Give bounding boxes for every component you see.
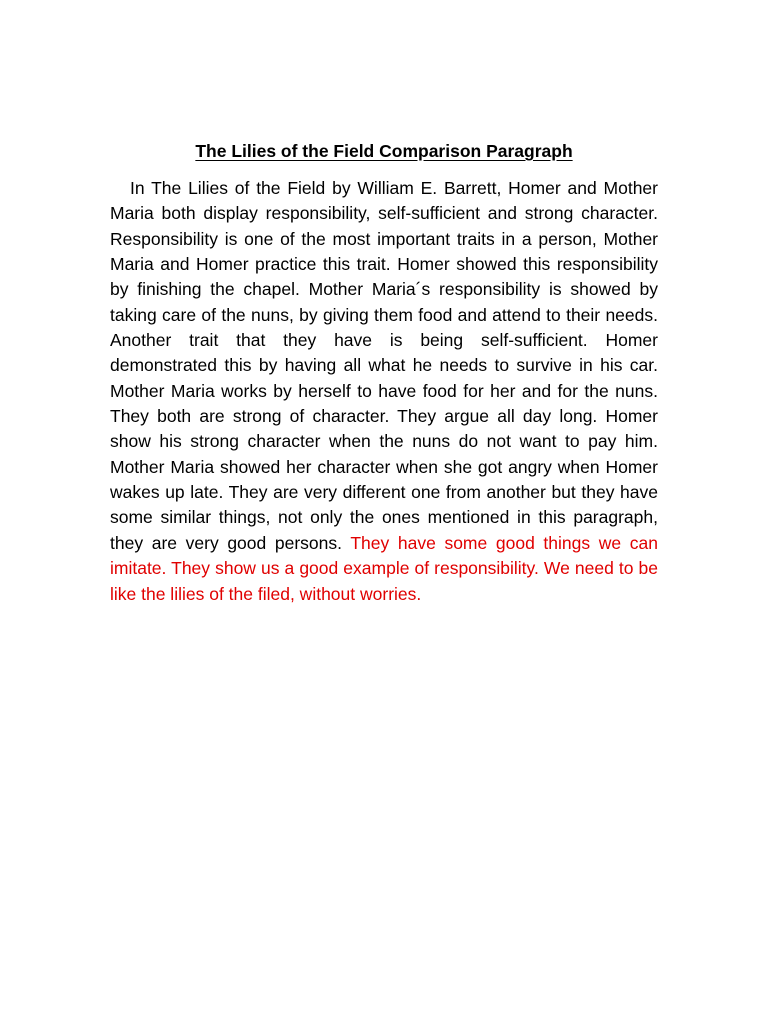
document-title: The Lilies of the Field Comparison Paragraph [195, 141, 573, 161]
paragraph-main-text: In The Lilies of the Field by William E. Barrett, Homer and Mother Maria both display responsibility, self-sufficient and strong character. Responsibility is one of the most important traits in a person, Mother Maria and Homer practice this trait. Homer showed this responsibility by finishing the chapel. Mother Maria´s responsibility is showed by taking care of the nuns, by giving them food and attend to their needs. Another trait that they have is being self-sufficient. Homer demonstrated this by having all what he needs to survive in his car. Mother Maria works by herself to have food for her and for the nuns. They both are strong of character. They argue all day long. Homer show his strong character when the nuns do not want to pay him. Mother Maria showed her character when she got angry when Homer wakes up late. They are very different one from another but they have some similar things, not only the ones mentioned in this paragraph, they are very good persons. [110, 178, 658, 553]
comparison-paragraph [110, 176, 658, 607]
paragraph-highlight-text: They have some good things we can imitate. They show us a good example of responsibility. We need to be like the lilies of the filed, without worries. [110, 532, 658, 604]
